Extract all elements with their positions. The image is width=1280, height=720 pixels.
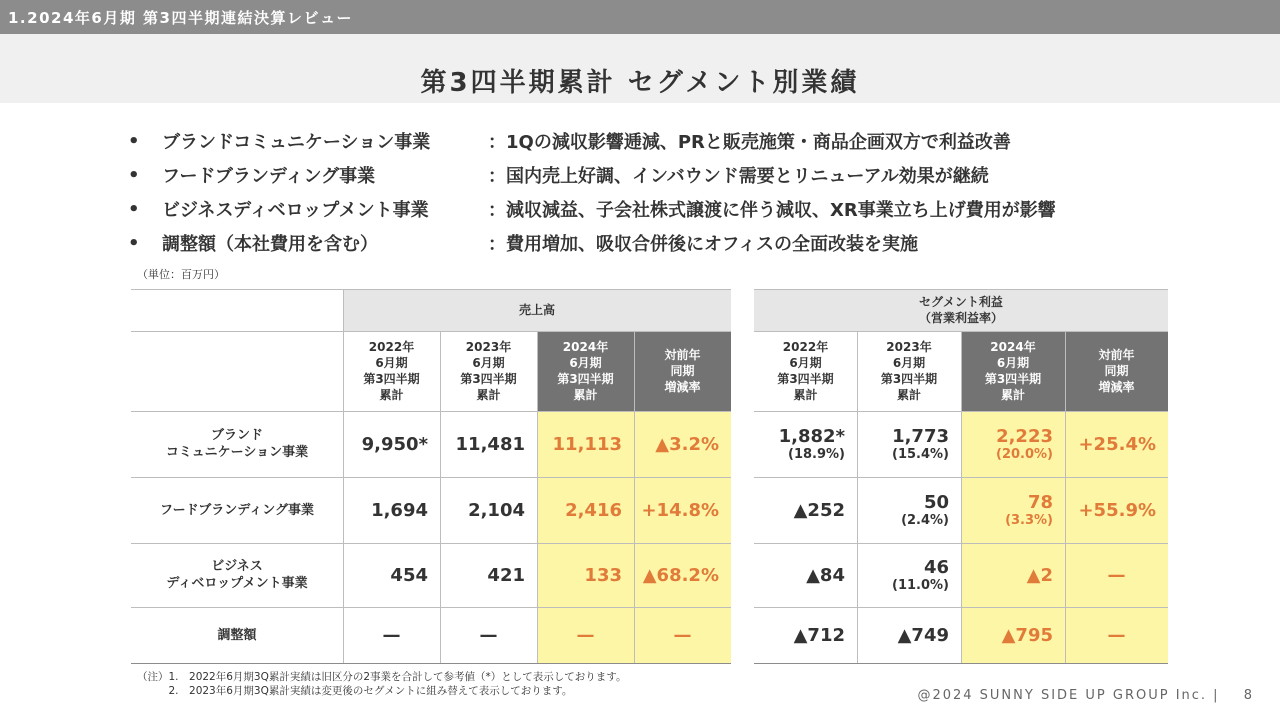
page-number: 8: [1243, 688, 1254, 703]
profit-group-sublabel: （営業利益率）: [918, 311, 1003, 325]
sales-value: [343, 543, 440, 607]
profit-value: [754, 543, 857, 607]
bullet-description: 費用増加、吸収合併後にオフィスの全面改装を実施: [506, 234, 919, 255]
table-col-line: [440, 331, 441, 663]
table-row-line: [131, 477, 731, 478]
table-top-line: [131, 289, 731, 290]
sales-column-header: [440, 331, 537, 411]
row-label: [131, 607, 343, 663]
bullet-item: [128, 192, 1228, 226]
column-header-line: 同期: [1104, 364, 1129, 378]
profit-value-text: ▲84: [806, 564, 845, 586]
footer: [917, 688, 1254, 703]
column-header-line: 第3四半期: [363, 372, 420, 386]
profit-value-text: 50: [923, 492, 949, 513]
table-row-line: [131, 607, 731, 608]
table-col-line: [961, 331, 962, 663]
table-row-line: [131, 663, 731, 664]
profit-value: [857, 477, 961, 543]
profit-value-text: ▲2: [1026, 564, 1053, 586]
profit-value-text: ▲712: [793, 624, 845, 646]
table-col-line: [634, 331, 635, 663]
table-col-line: [1065, 331, 1066, 663]
sales-value-text: 9,950*: [361, 433, 428, 455]
sales-value-text: —: [479, 624, 498, 646]
bullet-item: [128, 158, 1228, 192]
sales-value: [537, 543, 634, 607]
profit-value-text: 46: [923, 557, 949, 578]
sales-value: [537, 411, 634, 477]
table-row-line: [131, 543, 731, 544]
page-title: 第3四半期累計 セグメント別業績: [420, 68, 860, 98]
sales-value-text: +14.8%: [641, 499, 719, 521]
sales-value-text: 421: [487, 564, 525, 586]
column-header-line: 2022年: [782, 340, 829, 354]
column-header-line: 2023年: [465, 340, 512, 354]
profit-value: [961, 607, 1065, 663]
profit-value-text: ▲749: [897, 624, 949, 646]
sales-value: [440, 477, 537, 543]
sales-value-text: ▲68.2%: [642, 564, 719, 586]
sales-column-header: [634, 331, 731, 411]
row-label: [131, 543, 343, 607]
column-header-line: 累計: [573, 388, 598, 402]
profit-value: [754, 477, 857, 543]
profit-margin-text: (2.4%): [901, 513, 949, 528]
column-header-line: 2023年: [886, 340, 932, 354]
column-header-line: 累計: [379, 388, 404, 402]
profit-value-text: —: [1107, 624, 1126, 646]
sales-value-text: 11,481: [455, 433, 525, 455]
profit-value-text: 1,773: [892, 426, 949, 447]
bullet-segment: 調整額（本社費用を含む）: [162, 234, 378, 255]
profit-column-header: [857, 331, 961, 411]
column-header-line: 6月期: [892, 356, 926, 370]
column-header-line: 6月期: [789, 356, 822, 370]
profit-column-header: [961, 331, 1065, 411]
column-header-line: 6月期: [472, 356, 505, 370]
sales-group-header: [343, 289, 731, 331]
profit-margin-text: (18.9%): [788, 447, 845, 462]
table-top-line: [754, 289, 1168, 290]
column-header-line: 6月期: [996, 356, 1030, 370]
profit-group-label: セグメント利益: [919, 295, 1003, 309]
column-header-line: 第3四半期: [880, 372, 938, 386]
row-label-line: ブランド: [210, 428, 263, 443]
table-row-line: [754, 663, 1168, 664]
bullet-dot: •: [128, 232, 140, 254]
table-col-line: [537, 331, 538, 663]
sales-value: [343, 411, 440, 477]
bullet-dot: •: [128, 198, 140, 220]
bullet-colon: ：: [488, 166, 506, 187]
profit-value-text: +25.4%: [1078, 433, 1156, 455]
profit-value: [754, 411, 857, 477]
bullet-description: 国内売上好調、インバウンド需要とリニューアル効果が継続: [506, 166, 989, 187]
profit-value: [754, 607, 857, 663]
column-header-line: 2022年: [368, 340, 415, 354]
table-header-line: [131, 411, 731, 412]
table-col-line: [343, 289, 344, 663]
column-header-line: 累計: [476, 388, 501, 402]
section-header-bar: [0, 0, 1280, 34]
profit-value-text: +55.9%: [1078, 499, 1156, 521]
sales-value-text: 11,113: [552, 433, 622, 455]
profit-value: [961, 411, 1065, 477]
sales-value-text: 2,416: [565, 499, 622, 521]
sales-column-header: [343, 331, 440, 411]
column-header-line: 累計: [1000, 388, 1025, 402]
profit-value: [961, 477, 1065, 543]
bullet-colon: ：: [488, 200, 506, 221]
profit-column-header: [1065, 331, 1168, 411]
profit-value-text: —: [1107, 564, 1126, 586]
copyright-text: @2024 SUNNY SIDE UP GROUP Inc. |: [917, 688, 1220, 703]
column-header-line: 6月期: [375, 356, 408, 370]
profit-margin-text: (15.4%): [892, 447, 949, 462]
profit-value-text: 78: [1027, 492, 1053, 513]
profit-margin-text: (11.0%): [892, 578, 949, 593]
column-header-line: 対前年: [1098, 348, 1135, 362]
table-header-line: [131, 331, 731, 332]
profit-value: [857, 607, 961, 663]
sales-value: [634, 477, 731, 543]
footnotes: [137, 670, 626, 698]
profit-value: [1065, 477, 1168, 543]
bullet-colon: ：: [488, 132, 506, 153]
footnote-2: 2. 2023年6月期3Q累計実績は変更後のセグメントに組み替えて表示しております。: [137, 685, 573, 697]
row-label-line: ビジネス: [211, 559, 263, 574]
bullet-dot: •: [128, 130, 140, 152]
column-header-line: 累計: [793, 388, 818, 402]
column-header-line: 第3四半期: [460, 372, 517, 386]
column-header-line: 2024年: [990, 340, 1036, 354]
unit-label: （単位：百万円）: [137, 268, 225, 281]
section-title: 1.2024年6月期 第3四半期連結決算レビュー: [8, 9, 353, 27]
profit-value: [1065, 607, 1168, 663]
sales-value-text: 1,694: [371, 499, 428, 521]
column-header-line: 第3四半期: [557, 372, 614, 386]
sales-value: [634, 607, 731, 663]
sales-value-text: 2,104: [468, 499, 525, 521]
sales-value: [634, 543, 731, 607]
row-label-line: 調整額: [217, 627, 257, 643]
bullet-item: [128, 124, 1228, 158]
sales-column-header: [537, 331, 634, 411]
sales-value: [440, 411, 537, 477]
sales-value-text: 454: [390, 564, 428, 586]
row-label-line: コミュニケーション事業: [165, 445, 309, 460]
title-band: [0, 34, 1280, 103]
profit-margin-text: (3.3%): [1005, 513, 1053, 528]
profit-value: [1065, 543, 1168, 607]
table-col-line: [857, 331, 858, 663]
sales-value-text: —: [673, 624, 692, 646]
profit-group-header: [754, 289, 1168, 331]
bullet-item: [128, 226, 1228, 260]
bullet-dot: •: [128, 164, 140, 186]
column-header-line: 6月期: [569, 356, 602, 370]
profit-value-text: 2,223: [996, 426, 1053, 447]
column-header-line: 第3四半期: [777, 372, 834, 386]
bullet-segment: ビジネスディベロップメント事業: [162, 200, 429, 221]
column-header-line: 同期: [670, 364, 695, 378]
bullet-description: 減収減益、子会社株式譲渡に伴う減収、XR事業立ち上げ費用が影響: [506, 200, 1056, 221]
column-header-line: 増減率: [1098, 380, 1135, 394]
column-header-line: 2024年: [562, 340, 609, 354]
sales-value: [537, 477, 634, 543]
profit-column-header: [754, 331, 857, 411]
row-label: [131, 477, 343, 543]
bullet-segment: ブランドコミュニケーション事業: [162, 132, 431, 153]
profit-value: [857, 543, 961, 607]
profit-value-text: 1,882*: [778, 426, 845, 447]
row-label: [131, 411, 343, 477]
sales-value: [634, 411, 731, 477]
bullet-list: [128, 124, 1228, 260]
profit-value-text: ▲252: [793, 499, 845, 521]
profit-value: [857, 411, 961, 477]
sales-value: [343, 607, 440, 663]
sales-group-label: 売上高: [518, 303, 555, 317]
sales-value: [440, 543, 537, 607]
sales-value: [440, 607, 537, 663]
column-header-line: 増減率: [664, 380, 701, 394]
row-label-line: フードブランディング事業: [160, 502, 314, 518]
sales-value-text: —: [576, 624, 595, 646]
profit-margin-text: (20.0%): [996, 447, 1053, 462]
bullet-colon: ：: [488, 234, 506, 255]
profit-value: [1065, 411, 1168, 477]
bullet-segment: フードブランディング事業: [162, 166, 376, 187]
sales-value-text: 133: [584, 564, 622, 586]
column-header-line: 対前年: [664, 348, 701, 362]
sales-value: [343, 477, 440, 543]
profit-value-text: ▲795: [1001, 624, 1053, 646]
bullet-description: 1Qの減収影響逓減、PRと販売施策・商品企画双方で利益改善: [506, 132, 1011, 153]
sales-value: [537, 607, 634, 663]
row-label-line: ディベロップメント事業: [166, 576, 308, 591]
sales-value-text: ▲3.2%: [655, 433, 719, 455]
column-header-line: 第3四半期: [984, 372, 1042, 386]
sales-value-text: —: [382, 624, 401, 646]
footnote-1: （注）1. 2022年6月期3Q累計実績は旧区分の2事業を合計して参考値（*）として表示しております。: [137, 671, 627, 683]
profit-value: [961, 543, 1065, 607]
column-header-line: 累計: [896, 388, 921, 402]
